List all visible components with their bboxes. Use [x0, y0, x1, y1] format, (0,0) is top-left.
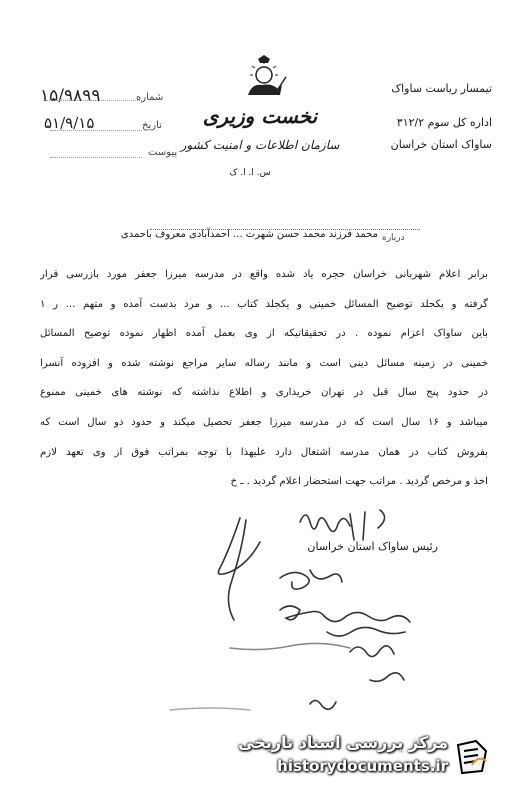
number-value: ۱۵/۹۸۹۹ — [40, 86, 101, 106]
date-dotted-line — [50, 130, 142, 131]
number-label: شماره — [136, 92, 164, 103]
department: اداره کل سوم ۳۱۲/۲ — [396, 116, 492, 129]
number-dotted-line — [46, 100, 142, 101]
recipient: تیمسار ریاست ساواک — [391, 82, 492, 95]
lion-and-sun-emblem-icon — [238, 55, 290, 101]
footer-watermark — [232, 733, 492, 783]
handwritten-annotations — [150, 500, 510, 730]
body-line: برابر اعلام شهربانی خراسان حجره یاد شده واقع در مدرسه میرزا جعفر مورد بازرسی قرار — [40, 269, 488, 280]
enclosure-label: پیوست — [148, 147, 178, 158]
footer-title: مرکز بررسی اسناد تاریخی — [238, 733, 448, 752]
body-line: خمینی در زمینه مسائل دینی است و مانند رساله سایر مراجع نوشته شده و افزوده آنسرا — [40, 357, 488, 369]
sender: ساواک استان خراسان — [390, 138, 492, 151]
enclosure-dotted-line — [50, 157, 142, 158]
body-line: اخذ و مرخص گردید . مراتب جهت استحضار اعلام گردید . ـ خ — [230, 476, 488, 488]
subject-label: درباره — [382, 233, 405, 243]
date-value: ۵۱/۹/۱۵ — [44, 114, 95, 132]
body-line: گرفته و یکجلد توضیح المسائل خمینی و یکجلد کتاب ... و مرد بدست آمده و متهم ... ر ۱ — [40, 298, 488, 310]
signature-label: رئیس ساواک استان خراسان — [307, 540, 438, 553]
organization-title: سازمان اطلاعات و امنیت کشور — [180, 138, 340, 152]
subject-text: محمد فرزند محمد حسن شهرت ... احمدآبادی معروف باحمدی — [120, 229, 378, 240]
organization-code: س. ا. ا. ک — [229, 168, 271, 178]
body-line: میباشد و ۱۶ سال است که در مدرسه میرزا جعفر تحصیل میکند و حدود دو سال است که — [40, 416, 488, 428]
ministry-title: نخست وزیری — [202, 104, 318, 128]
body-line: باین ساواک اعزام نموده . در تحقیقاتیکه از وی بعمل آمده اظهار نموده توضیح المسائل — [40, 328, 488, 340]
body-line: بفروش کتاب در همان مدرسه اشتغال دارد علیهذا با توجه بمراتب فوق از وی تعهد لازم — [40, 446, 488, 458]
archive-logo-icon — [452, 737, 492, 777]
letter-body — [40, 266, 488, 503]
body-line: در حدود پنج سال قبل در تهران خریداری و اطلاع نداشته که نوشته های خمینی ممنوع — [40, 387, 488, 399]
date-label: تاریخ — [142, 120, 162, 131]
footer-url: historydocuments.ir — [277, 757, 448, 775]
